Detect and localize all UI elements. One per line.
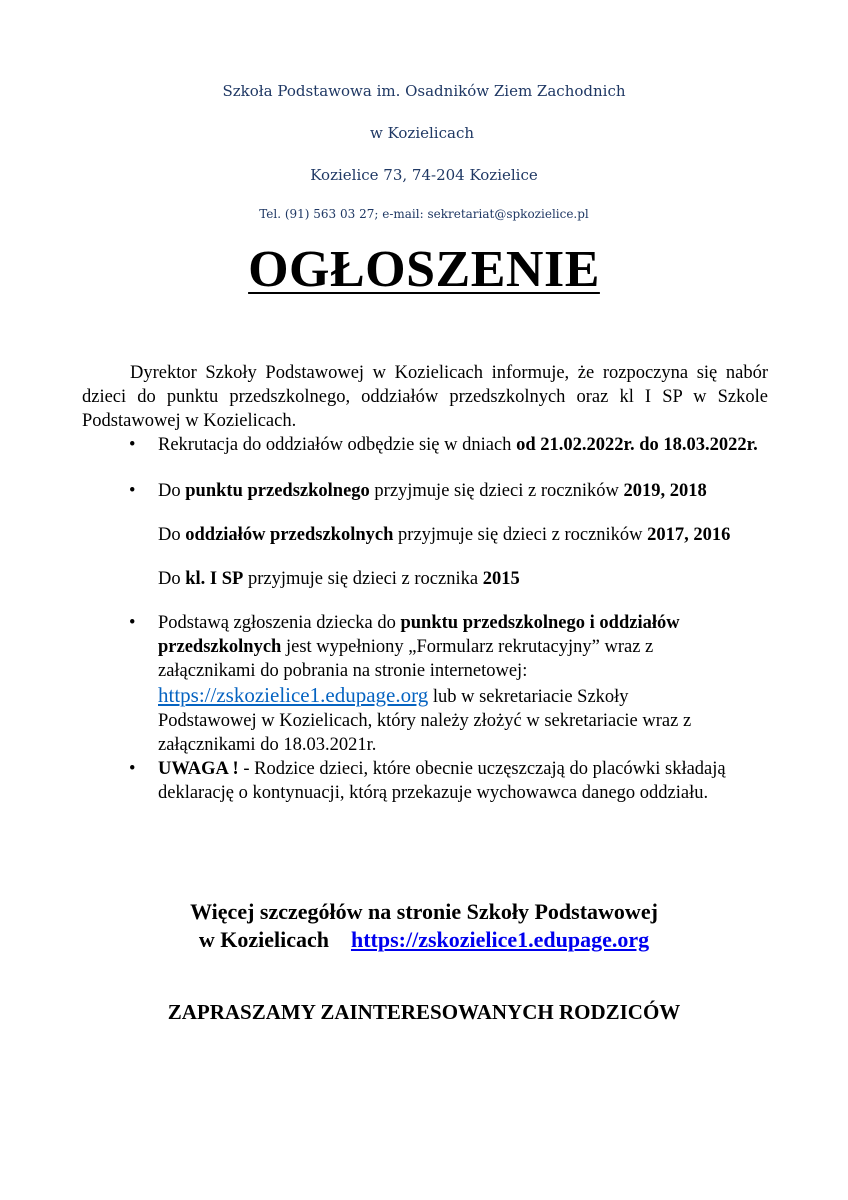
closing-invitation: ZAPRASZAMY ZAINTERESOWANYCH RODZICÓW — [167, 1000, 681, 1024]
page-title: OGŁOSZENIE — [248, 241, 600, 298]
announcement-body — [82, 361, 768, 805]
text-span: przyjmuje się dzieci z roczników — [393, 525, 648, 545]
list-item-recruitment — [82, 433, 768, 457]
school-name: Szkoła Podstawowa im. Osadników Ziem Zachodnich — [222, 82, 626, 100]
footer-line-1: Więcej szczegółów na stronie Szkoły Podstawowej — [190, 899, 658, 924]
text-span: przyjmuje się dzieci z rocznika — [243, 569, 483, 589]
preschool-units-info — [82, 523, 768, 547]
school-location: w Kozielicach — [369, 124, 475, 142]
list-item-application — [82, 611, 768, 757]
school-address: Kozielice 73, 74-204 Kozielice — [310, 166, 538, 184]
preschool-point-label: punktu przedszkolnego — [185, 481, 370, 501]
preschool-units-label: oddziałów przedszkolnych — [185, 525, 394, 545]
text-span: jest wypełniony „Formularz rekrutacyjny” wraz z załącznikami do pobrania na stronie internetowej: — [158, 637, 654, 681]
bullet-icon: • — [129, 759, 136, 779]
preschool-units-years: 2017, 2016 — [647, 525, 731, 545]
first-grade-label: kl. I SP — [185, 569, 244, 589]
text-span: Do — [158, 481, 186, 501]
school-contact: Tel. (91) 563 03 27; e-mail: sekretariat@spkozielice.pl — [259, 207, 589, 221]
text-span: - Rodzice dzieci, które obecnie uczęszczają do placówki składają deklarację o kontynuacji, którą przekazuje wychowawca danego oddziału. — [158, 759, 726, 803]
footer-location: w Kozielicach — [198, 927, 329, 952]
first-grade-info — [82, 567, 768, 591]
footer-edupage-link[interactable]: https://zskozielice1.edupage.org — [350, 927, 650, 952]
bullet-icon: • — [129, 435, 136, 455]
intro-paragraph: Dyrektor Szkoły Podstawowej w Kozielicach informuje, że rozpoczyna się nabór dzieci do punktu przedszkolnego, oddziałów przedszkolnych oraz kl I SP w Szkole Podstawowej w Kozielicach. — [82, 363, 768, 431]
footer-line-2 — [0, 926, 848, 954]
notice-label: UWAGA ! — [158, 759, 239, 779]
bullet-icon: • — [129, 613, 136, 633]
text-span: Do — [158, 569, 186, 589]
list-item-notice — [82, 757, 768, 805]
recruitment-dates: od 21.02.2022r. do 18.03.2022r. — [516, 435, 758, 455]
list-item-preschool-point — [82, 479, 768, 503]
bullet-icon: • — [129, 481, 136, 501]
text-span: lub w sekretariacie Szkoły Podstawowej w Kozielicach, który należy złożyć w sekretariacie wraz z załącznikami do 18.03.2021r. — [158, 687, 692, 755]
application-target: punktu przedszkolnego i oddziałów przedszkolnych — [158, 613, 680, 657]
text-span: przyjmuje się dzieci z roczników — [369, 481, 624, 501]
text-span: Do — [158, 525, 186, 545]
preschool-point-years: 2019, 2018 — [623, 481, 707, 501]
recruitment-text: Rekrutacja do oddziałów odbędzie się w dniach — [158, 435, 517, 455]
text-span: Podstawą zgłoszenia dziecka do — [158, 613, 401, 633]
first-grade-year: 2015 — [482, 569, 520, 589]
edupage-link[interactable]: https://zskozielice1.edupage.org — [158, 683, 429, 707]
footer-more-info — [0, 898, 848, 954]
